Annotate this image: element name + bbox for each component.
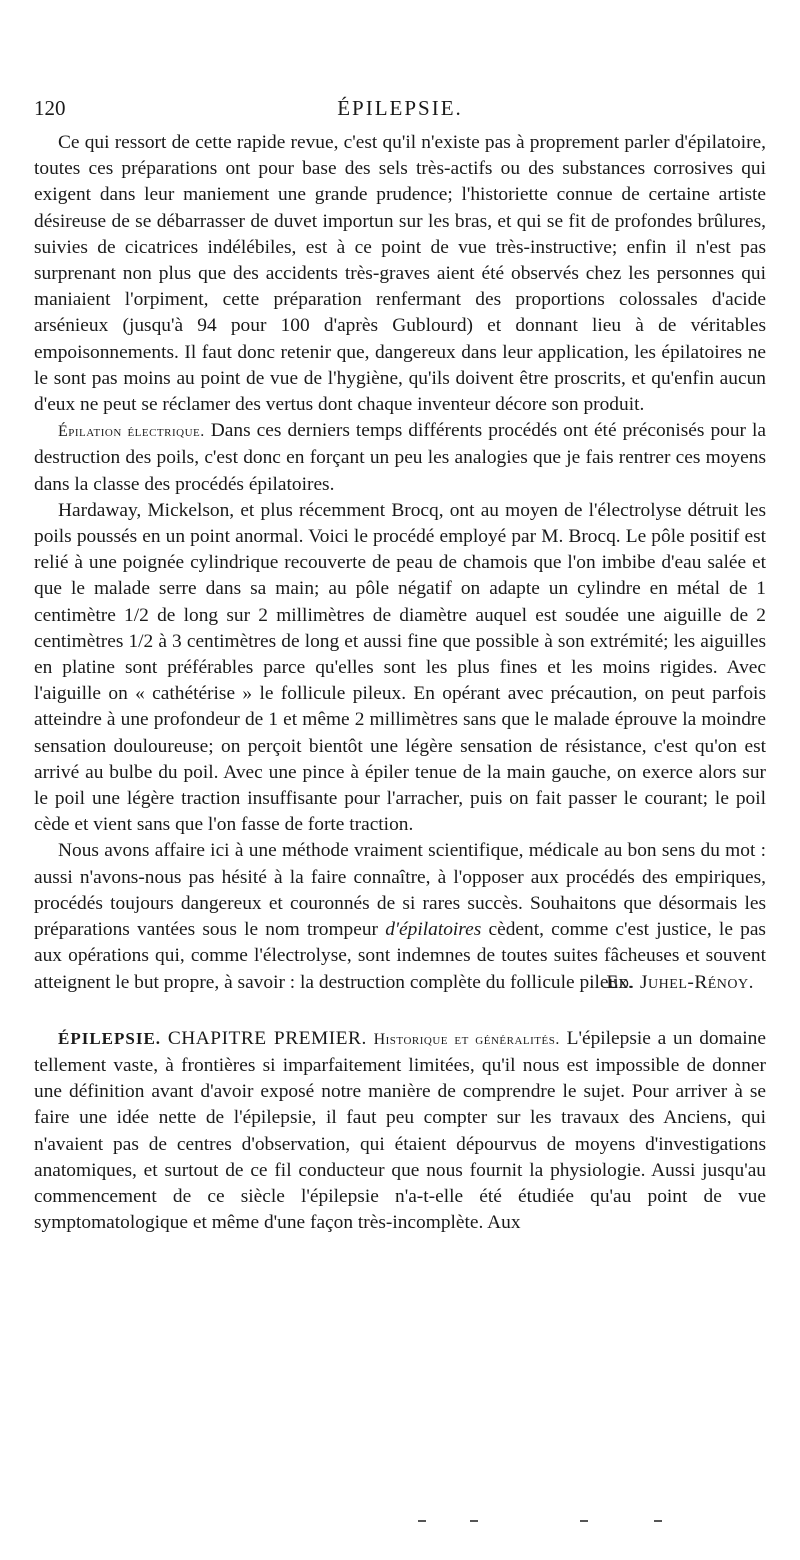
conclusion-text-start: Nous avons affaire ici à une méthode vraiment scientifique, médicale au bon sens du mot : aussi n'avons-nous pas hésité à la faire connaître, à l'opposer aux procédés des empiriques, procédés toujours dangereux et couronnés de si rares succès. Souhaitons que désormais les préparations vantées sous le nom trompeur xyxy=(34,840,766,941)
author-signature: Ed. Juhel-Rénoy. xyxy=(606,971,754,993)
paragraph-electric-epilation-text: Dans ces derniers temps différents procédés ont été préconisés pour la destruction des poils, c'est donc en forçant un peu les analogies que je fais rentrer ces moyens dans la classe des procédés épilatoires. xyxy=(34,420,766,495)
page-number: 120 xyxy=(34,96,66,120)
running-title: ÉPILEPSIE. xyxy=(337,96,463,120)
paragraph-brocq-procedure: Hardaway, Mickelson, et plus récemment Brocq, ont au moyen de l'électrolyse détruit les poils poussés en un point anormal. Voici le procédé employé par M. Brocq. Le pôle positif est relié à une poignée cylindrique recouverte de peau de chamois que l'on imbibe d'eau salée et que le malade serre dans sa main; au pôle négatif on adapte un cylindre en métal de 1 centimètre 1/2 de long sur 2 millimètres de diamètre auquel est soudée une aiguille de 2 centimètres 1/2 à 3 centimètres de long et aussi fine que possible à son extrémité; les aiguilles en platine sont préférables parce qu'elles sont les plus fines et les moins rigides. Avec l'aiguille on « cathétérise » le follicule pileux. En opérant avec précaution, on peut parfois atteindre à une profondeur de 1 et même 2 millimètres sans que le malade éprouve la moindre sensation douloureuse; on perçoit bientôt une légère sensation de résistance, c'est qu'on est arrivé au bulbe du poil. Avec une pince à épiler tenue de la main gauche, on exerce alors sur le poil une légère traction insuffisante pour l'arracher, puis on fait passer le courant; le poil cède et vient sans que l'on fasse de forte traction. xyxy=(34,499,766,836)
section-heading-history: Historique et généralités. xyxy=(373,1030,560,1048)
entry-heading: ÉPILEPSIE. xyxy=(58,1028,162,1048)
book-page xyxy=(34,96,766,1236)
article-separator xyxy=(34,996,766,1026)
italic-term: d'épilatoires xyxy=(385,919,482,941)
running-head xyxy=(34,96,766,130)
paragraph-epilepsy-intro xyxy=(34,1026,766,1237)
page-bottom-marks xyxy=(0,1520,800,1530)
paragraph-electric-epilation xyxy=(34,418,766,498)
paragraph-review: Ce qui ressort de cette rapide revue, c'est qu'il n'existe pas à proprement parler d'épilatoire, toutes ces préparations ont pour base des sels très-actifs ou des substances corrosives qui exigent dans leur maniement une grande prudence; l'historiette connue de certaine artiste désireuse de se débarrasser de duvet importun sur les bras, et qui se fit de profondes brûlures, suivies de cicatrices indélébiles, est à ce point de vue très-instructive; enfin il n'est pas surprenant non plus que des accidents très-graves aient été observés chez les personnes qui maniaient l'orpiment, cette préparation renfermant des proportions colossales d'acide arsénieux (jusqu'à 94 pour 100 d'après Gublourd) et donnant lieu à de véritables empoisonnements. Il faut donc retenir que, dangereux dans leur application, les épilatoires ne le sont pas moins au point de vue de l'hygiène, qu'ils doivent être proscrits, et qu'enfin aucun d'eux ne peut se réclamer des vertus dont chaque inventeur décore son produit. xyxy=(34,132,766,416)
epilepsy-intro-text: L'épilepsie a un domaine tellement vaste, à frontières si imparfaitement limitées, qu'il nous est impossible de donner une définition avant d'avoir exposé notre manière de comprendre le sujet. Pour arriver à se faire une idée nette de l'épilepsie, il faut peu compter sur les travaux des Anciens, qui n'avaient pas de centres d'observation, qui étaient dépourvus de moyens d'investigations anatomiques, et surtout de ce fil conducteur que nous fournit la physiologie. Aussi jusqu'au commencement de ce siècle l'épilepsie n'a-t-elle été étudiée qu'au point de vue symptomatologique et même d'une façon très-incomplète. Aux xyxy=(34,1027,766,1234)
section-heading-electric-epilation: Épilation électrique. xyxy=(58,423,205,441)
chapter-heading: CHAPITRE PREMIER. xyxy=(167,1027,367,1049)
conclusion-text-end: cèdent, comme c'est justice, le pas aux opérations qui, comme l'électrolyse, sont indemnes de toutes suites fâcheuses et souvent atteignent le but propre, à savoir : la destruction complète du follicule pileux. xyxy=(34,919,766,993)
